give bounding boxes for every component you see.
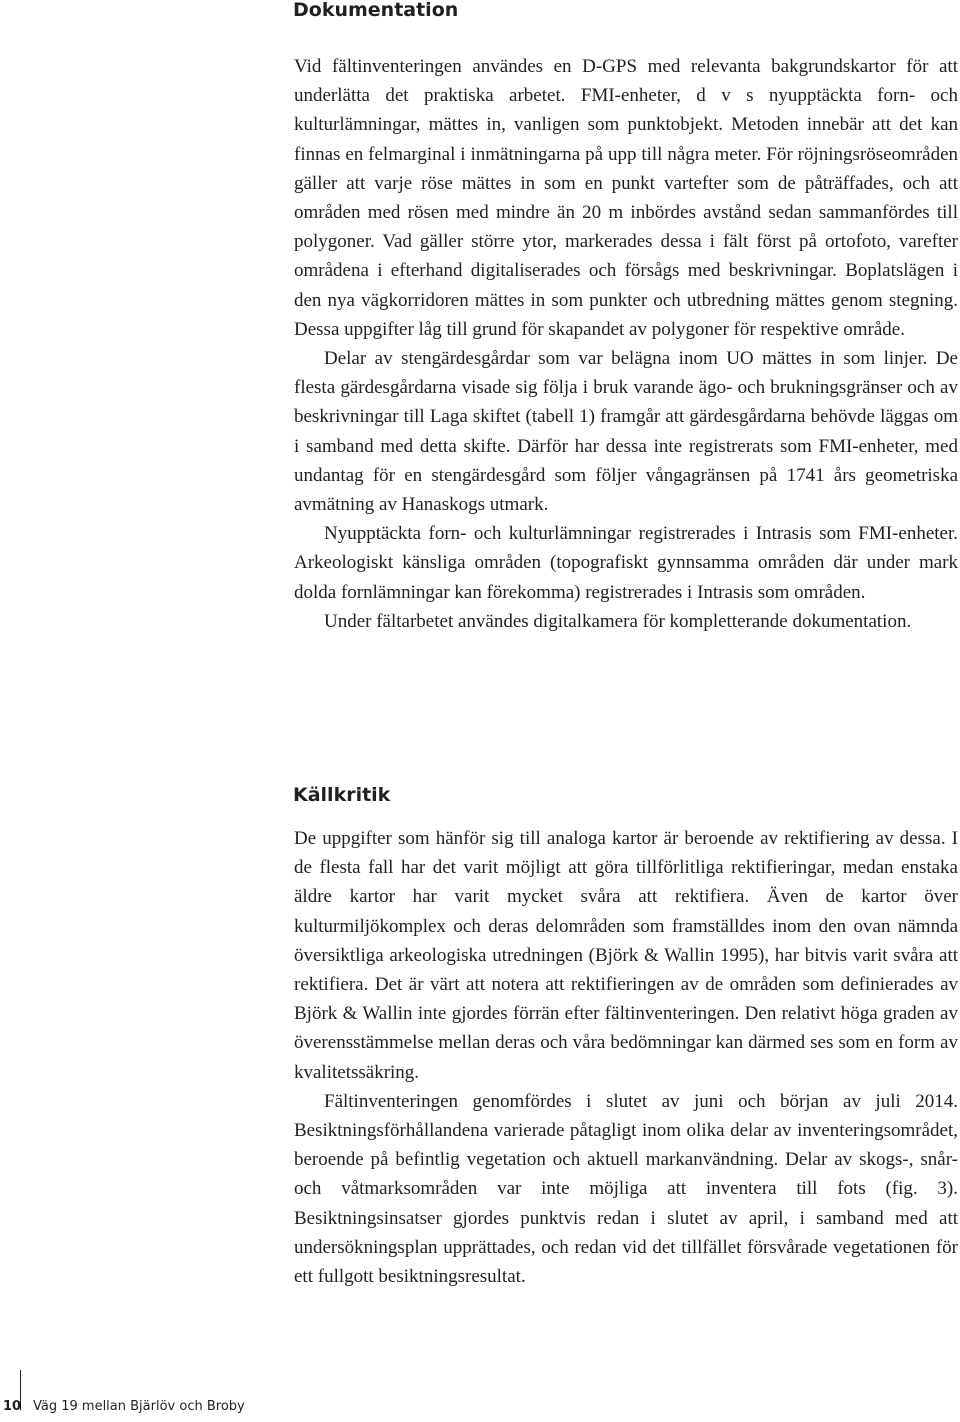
section-body-dokumentation (294, 52, 958, 636)
section-heading-kallkritik: Källkritik (293, 784, 391, 806)
page-number: 10 (3, 1399, 22, 1414)
paragraph: Nyupptäckta forn- och kulturlämningar registrerades i Intrasis som FMI-enheter. Arkeologiskt känsliga områden (topografiskt gynnsamma områden där under mark dolda fornlämningar kan förekomma) registrerades i Intrasis som områden. (294, 523, 958, 603)
paragraph: Vid fältinventeringen användes en D-GPS med relevanta bakgrundskartor för att underlätta det praktiska arbetet. FMI-enheter, d v s nyupptäckta forn- och kulturlämningar, mättes in, vanligen som punktobjekt. Metoden innebär att det kan finnas en felmarginal i inmätningarna på upp till några meter. För röjningsröseområden gäller att varje röse mättes in som en punkt vartefter som de påträffades, och att områden med rösen med mindre än 20 m inbördes avstånd sedan sammanfördes till polygoner. Vad gäller större ytor, markerades dessa i fält först på ortofoto, varefter områdena i efterhand digitaliserades och försågs med beskrivningar. Boplatslägen i den nya vägkorridoren mättes in som punkter och utbredning mättes genom stegning. Dessa uppgifter låg till grund för skapandet av polygoner för respektive område. (294, 56, 958, 340)
running-title: Väg 19 mellan Bjärlöv och Broby (33, 1399, 245, 1414)
paragraph: Fältinventeringen genomfördes i slutet av juni och början av juli 2014. Besiktningsförhållandena varierade påtagligt inom olika delar av inventeringsområdet, beroende på befintlig vegetation och aktuell markanvändning. Delar av skogs-, snår- och våtmarksområden var inte möjliga att inventera till fots (fig. 3). Besiktningsinsatser gjordes punktvis redan i slutet av april, i samband med att undersökningsplan upprättades, och redan vid det tillfället försvårade vegetationen för ett fullgott besiktningsresultat. (294, 1090, 958, 1288)
page-footer (0, 1370, 300, 1422)
paragraph: Under fältarbetet användes digitalkamera för kompletterande dokumentation. (324, 610, 912, 632)
paragraph: Delar av stengärdesgårdar som var belägna inom UO mättes in som linjer. De flesta gärdesgårdarna visade sig följa i bruk varande ägo- och brukningsgränser och av beskrivningar till Laga skiftet (tabell 1) framgår att gärdesgårdarna behövde läggas om i samband med detta skifte. Därför har dessa inte registrerats som FMI-enheter, med undantag för en stengärdesgård som följer vångagränsen på 1741 års geometriska avmätning av Hanaskogs utmark. (294, 348, 958, 516)
section-body-kallkritik (294, 824, 958, 1291)
paragraph: De uppgifter som hänför sig till analoga kartor är beroende av rektifiering av dessa. I de flesta fall har det varit möjligt att göra tillförlitliga rektifieringar, medan enstaka äldre kartor har varit mycket svåra att rektifiera. Även de kartor över kulturmiljökomplex och deras delområden som framställdes inom den ovan nämnda översiktliga arkeologiska utredningen (Björk & Wallin 1995), har bitvis varit svåra att rektifiera. Det är värt att notera att rektifieringen av de områden som definierades av Björk & Wallin inte gjordes förrän efter fältinventeringen. Den relativt höga graden av överensstämmelse mellan deras och våra bedömningar kan därmed ses som en form av kvalitetssäkring. (294, 828, 958, 1083)
section-heading-dokumentation: Dokumentation (293, 0, 459, 21)
